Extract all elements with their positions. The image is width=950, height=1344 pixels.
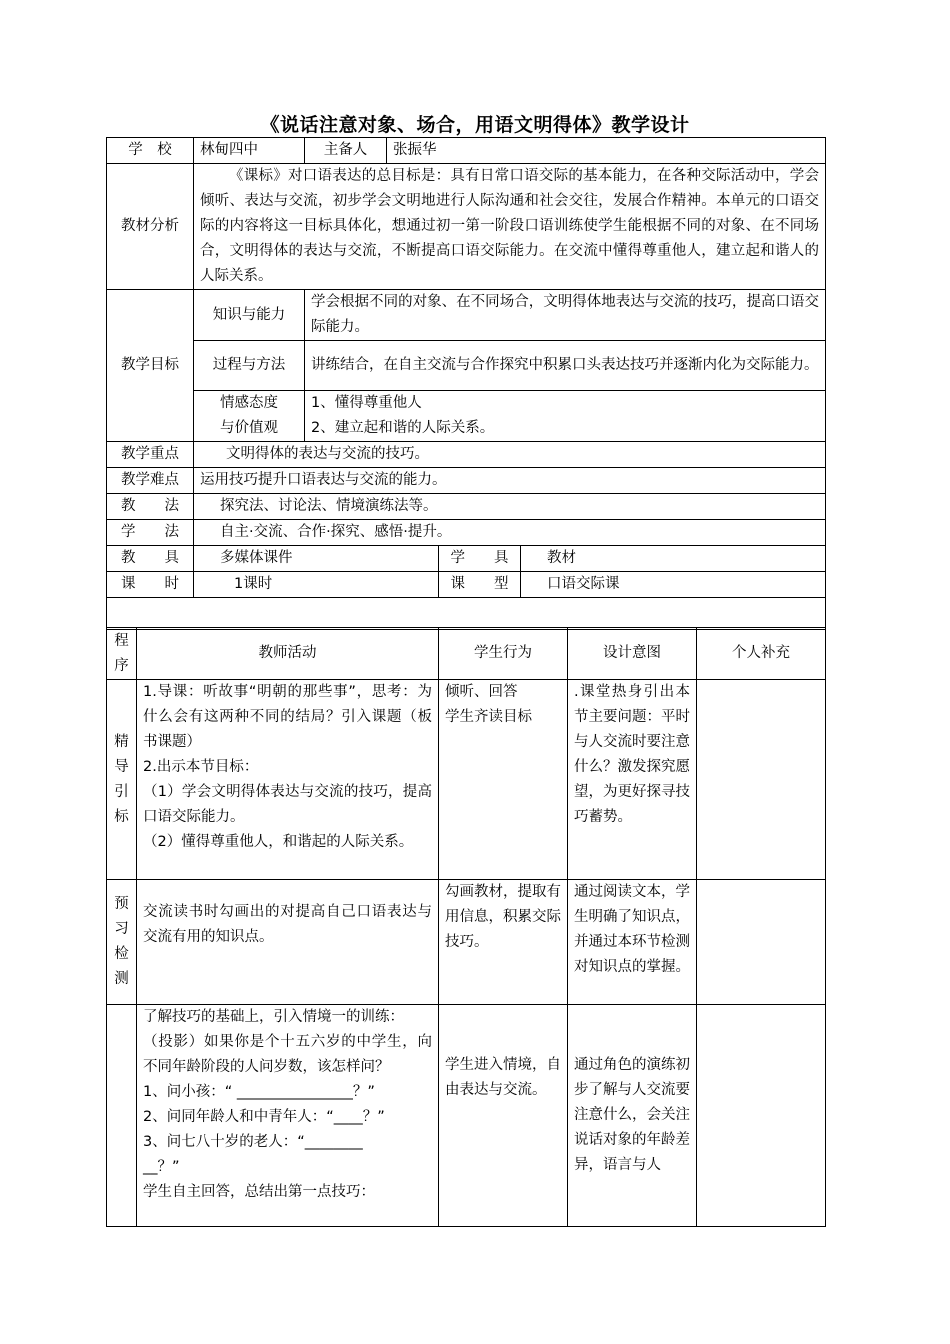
header-teacher: 教师活动 bbox=[137, 628, 439, 680]
header-intent: 设计意图 bbox=[568, 628, 697, 680]
teacher-cell: 1.导课：听故事“明朝的那些事”，思考：为什么会有这两种不同的结局？引入课题（板书课题） 2.出示本节目标： （1）学会文明得体表达与交流的技巧，提高口语交际能力。 （2）懂得尊重他人，和谐起的人际关系。 bbox=[137, 680, 439, 880]
goal-knowledge-label: 知识与能力 bbox=[194, 290, 305, 341]
period-value: 1课时 bbox=[194, 572, 439, 598]
header-student: 学生行为 bbox=[439, 628, 568, 680]
teaching-method-text: 探究法、讨论法、情境演练法等。 bbox=[194, 494, 826, 520]
goal-emotion-label-1: 情感态度 bbox=[220, 395, 278, 411]
difficulty-text: 运用技巧提升口语表达与交流的能力。 bbox=[194, 468, 826, 494]
tools-value: 多媒体课件 bbox=[194, 546, 439, 572]
goal-emotion-label bbox=[194, 391, 305, 442]
key-point-label: 教学重点 bbox=[107, 442, 194, 468]
analysis-label: 教材分析 bbox=[107, 164, 194, 290]
difficulty-label: 教学难点 bbox=[107, 468, 194, 494]
step-cell: 精导引标 bbox=[107, 680, 137, 880]
learning-method-text: 自主·交流、合作·探究、感悟·提升。 bbox=[194, 520, 826, 546]
goal-process-label: 过程与方法 bbox=[194, 341, 305, 391]
student-cell: 学生进入情境，自由表达与交流。 bbox=[439, 1005, 568, 1227]
step-cell: 预习检测 bbox=[107, 880, 137, 1005]
goal-knowledge-text: 学会根据不同的对象、在不同场合，文明得体地表达与交流的技巧，提高口语交际能力。 bbox=[305, 290, 826, 341]
process-table bbox=[106, 627, 826, 1227]
intent-cell: 通过阅读文本，学生明确了知识点，并通过本环节检测对知识点的掌握。 bbox=[568, 880, 697, 1005]
school-label: 学 校 bbox=[107, 138, 194, 164]
info-table bbox=[106, 137, 826, 630]
goal-emotion-label-2: 与价值观 bbox=[220, 420, 278, 436]
header-note: 个人补充 bbox=[697, 628, 826, 680]
student-cell: 勾画教材，提取有用信息，积累交际技巧。 bbox=[439, 880, 568, 1005]
goals-label: 教学目标 bbox=[107, 290, 194, 442]
goal-emotion-line-2: 2、建立起和谐的人际关系。 bbox=[311, 420, 495, 436]
tools-label: 教 具 bbox=[107, 546, 194, 572]
preparer-label: 主备人 bbox=[305, 138, 387, 164]
goal-process-text: 讲练结合，在自主交流与合作探究中积累口头表达技巧并逐渐内化为交际能力。 bbox=[305, 341, 826, 391]
student-tools-value: 教材 bbox=[521, 546, 826, 572]
step-cell bbox=[107, 1005, 137, 1227]
intent-cell: 通过角色的演练初步了解与人交流要注意什么，会关注说话对象的年龄差异，语言与人 bbox=[568, 1005, 697, 1227]
student-cell: 倾听、回答 学生齐读目标 bbox=[439, 680, 568, 880]
school-value: 林甸四中 bbox=[194, 138, 305, 164]
table-row bbox=[107, 880, 826, 1005]
preparer-value: 张振华 bbox=[387, 138, 826, 164]
table-row bbox=[107, 680, 826, 880]
page-title: 《说话注意对象、场合，用语文明得体》教学设计 bbox=[260, 114, 690, 136]
teacher-cell: 了解技巧的基础上，引入情境一的训练： （投影）如果你是个十五六岁的中学生，向不同年龄阶段的人问岁数，该怎样问？ 1、问小孩：“ ________________？” 2、问同年龄人和中青年人：“____？” 3、问七八十岁的老人：“________ __？” 学生自主回答，总结出第一点技巧： bbox=[137, 1005, 439, 1227]
teaching-method-label: 教 法 bbox=[107, 494, 194, 520]
analysis-text: 《课标》对口语表达的总目标是：具有日常口语交际的基本能力，在各种交际活动中，学会倾听、表达与交流，初步学会文明地进行人际沟通和社会交往，发展合作精神。本单元的口语交际的内容将这一目标具体化，想通过初一第一阶段口语训练使学生能根据不同的对象、在不同场合，文明得体的表达与交流，不断提高口语交际能力。在交流中懂得尊重他人，建立起和谐人的人际关系。 bbox=[194, 164, 826, 290]
goal-emotion-line-1: 1、懂得尊重他人 bbox=[311, 395, 422, 411]
period-label: 课 时 bbox=[107, 572, 194, 598]
type-value: 口语交际课 bbox=[521, 572, 826, 598]
type-label: 课 型 bbox=[439, 572, 521, 598]
key-point-text: 文明得体的表达与交流的技巧。 bbox=[194, 442, 826, 468]
intent-cell: .课堂热身引出本节主要问题：平时与人交流时要注意什么？激发探究愿望，为更好探寻技巧蓄势。 bbox=[568, 680, 697, 880]
learning-method-label: 学 法 bbox=[107, 520, 194, 546]
student-tools-label: 学 具 bbox=[439, 546, 521, 572]
note-cell bbox=[697, 880, 826, 1005]
note-cell bbox=[697, 680, 826, 880]
table-row bbox=[107, 1005, 826, 1227]
blank-row bbox=[107, 598, 826, 630]
teacher-cell: 交流读书时勾画出的对提高自己口语表达与交流有用的知识点。 bbox=[137, 880, 439, 1005]
goal-emotion-text bbox=[305, 391, 826, 442]
header-step: 程序 bbox=[107, 628, 137, 680]
note-cell bbox=[697, 1005, 826, 1227]
